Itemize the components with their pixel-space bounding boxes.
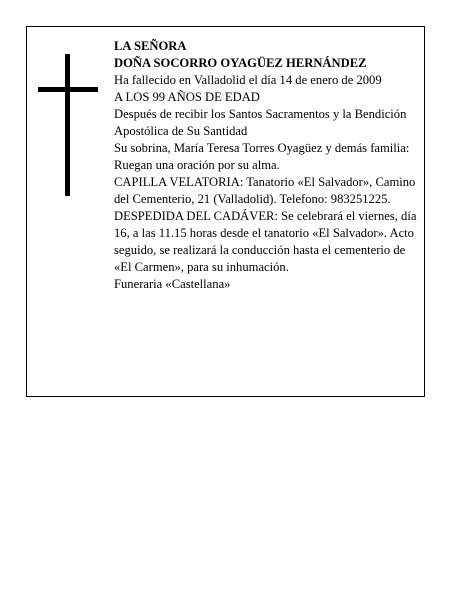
cross-horizontal-bar	[38, 87, 98, 92]
family-statement: Su sobrina, María Teresa Torres Oyagüez y demás familia:	[114, 141, 410, 155]
prayer-request: Ruegan una oración por su alma.	[114, 158, 280, 172]
age-statement: A LOS 99 AÑOS DE EDAD	[114, 90, 260, 104]
notice-title-line1: LA SEÑORA	[114, 39, 187, 53]
deceased-name: DOÑA SOCORRO OYAGÜEZ HERNÁNDEZ	[114, 56, 367, 70]
farewell-info: DESPEDIDA DEL CADÁVER: Se celebrará el viernes, día 16, a las 11.15 horas desde el tanatorio «El Salvador». Acto seguido, se realizará la conducción hasta el cementerio de «El Carmen», para su inhumación.	[114, 209, 420, 274]
death-statement: Ha fallecido en Valladolid el día 14 de enero de 2009	[114, 73, 382, 87]
sacraments-statement: Después de recibir los Santos Sacramentos y la Bendición Apostólica de Su Santidad	[114, 107, 409, 138]
funeral-home: Funeraria «Castellana»	[114, 277, 231, 291]
chapel-info: CAPILLA VELATORIA: Tanatorio «El Salvador», Camino del Cementerio, 21 (Valladolid). Telefono: 983251225.	[114, 175, 419, 206]
cross-icon	[38, 54, 98, 196]
obituary-text	[114, 38, 420, 293]
cross-vertical-bar	[65, 54, 70, 196]
